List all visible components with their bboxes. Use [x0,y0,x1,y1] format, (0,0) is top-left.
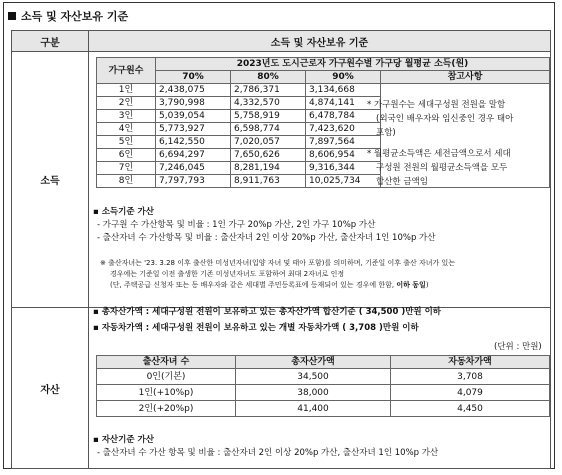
asset-row [97,369,550,385]
income-addition-line1: - 가구원 수 가산항목 및 비율 : 1인 가구 20%p 가산, 2인 가구 10%p 가산 [97,220,376,230]
income-70pct: 7,246,045 [156,162,231,175]
page-title-text: 소득 및 자산보유 기준 [21,10,129,23]
household-header: 가구원수 [97,58,156,84]
header-category: 구분 [12,31,89,52]
asset-addition-title: ▪ 자산기준 가산 [93,435,154,445]
car-asset-value: 4,079 [391,385,550,401]
ref2-line1: * 월평균소득액은 세전금액으로서 세대 [367,149,511,159]
page-title [8,8,128,24]
children-header: 출산자녀 수 [97,356,236,369]
household-count: 1인 [97,84,156,97]
children-count: 2인(+20%p) [97,401,236,417]
income-90pct: 10,025,734 [306,175,381,188]
income-90pct: 3,134,668 [306,84,381,97]
income-80pct: 7,650,626 [231,149,306,162]
ref1-line3: 포함) [376,128,396,138]
asset-table [96,355,550,417]
household-count: 5인 [97,136,156,149]
income-90pct: 9,316,344 [306,162,381,175]
income-90pct: 6,478,784 [306,110,381,123]
asset-addition-line1: - 출산자녀 수 가산 항목 및 비율 : 출산자녀 2인 이상 20%p 가산, 출산자녀 1인 10%p 가산 [97,448,439,458]
income-90pct: 8,606,954 [306,149,381,162]
ref-note-household [367,98,513,140]
total-asset-value: 41,400 [236,401,391,417]
income-80pct: 8,911,763 [231,175,306,188]
square-bullet-icon [8,12,16,20]
income-70pct: 5,039,054 [156,110,231,123]
asset-row [97,385,550,401]
household-count: 7인 [97,162,156,175]
asset-rows [97,369,550,417]
income-row [97,84,550,97]
footnote-line3 [100,280,455,291]
footnote-line3-bold: 이하 동일 [396,281,426,289]
income-70pct: 5,773,927 [156,123,231,136]
asset-total-label: ▪ 총자산가액 : [93,307,150,317]
income-70pct: 7,797,793 [156,175,231,188]
income-addition-line2: - 출산자녀 수 가산항목 및 비율 : 출산자녀 2인 이상 20%p 가산, 출산자녀 1인 10%p 가산 [97,233,436,243]
asset-total-text: 세대구성원 전원이 보유하고 있는 총자산가액 합산기준 ( 34,500 )만원 이하 [152,307,442,317]
asset-car-label: ▪ 자동차가액 : [93,323,150,333]
asset-label: 자산 [12,308,89,469]
ref-note-income [367,147,511,189]
asset-car-text: 세대구성원 전원이 보유하고 있는 개별 자동차가액 ( 3,708 )만원 이하 [152,323,419,333]
car-asset-header: 자동차가액 [391,356,550,369]
header-criteria: 소득 및 자산보유 기준 [89,31,551,52]
income-80pct: 7,020,057 [231,136,306,149]
ref2-line2: 구성원 전원의 월평균소득액을 모두 [376,163,508,173]
income-80pct: 8,281,194 [231,162,306,175]
ref1-line2: (외국인 배우자와 임신중인 경우 태아 [376,114,514,124]
car-asset-value: 3,708 [391,369,550,385]
household-count: 3인 [97,110,156,123]
income-addition [93,206,435,245]
children-count: 1인(+10%p) [97,385,236,401]
income-90pct: 7,897,564 [306,136,381,149]
income-70pct: 6,694,297 [156,149,231,162]
income-addition-title: ▪ 소득기준 가산 [93,207,154,217]
household-count: 2인 [97,97,156,110]
asset-criteria [93,304,441,336]
ref1-line1: * 가구원수는 세대구성원 전원을 말함 [367,100,506,110]
footnote-line3-end: ) [425,281,429,289]
household-count: 6인 [97,149,156,162]
income-caption: 2023년도 도시근로자 가구원수별 가구당 월평균 소득(원) [156,58,550,71]
income-70pct: 6,142,550 [156,136,231,149]
total-asset-value: 38,000 [236,385,391,401]
income-footnote [100,258,455,291]
income-70pct: 3,790,998 [156,97,231,110]
household-count: 4인 [97,123,156,136]
ref-header: 참고사항 [381,71,550,84]
income-90pct: 4,874,141 [306,97,381,110]
ref2-line3: 합산한 금액임 [376,177,428,187]
asset-total-row [93,304,441,320]
income-70pct: 2,438,075 [156,84,231,97]
total-asset-header: 총자산가액 [236,356,391,369]
footnote-line3-text: (단, 주택공급 신청자 또는 동 배우자와 같은 세대별 주민등록표에 등재되어 있는 경우에 한함, [110,281,397,289]
income-90pct: 7,423,620 [306,123,381,136]
income-80pct: 6,598,774 [231,123,306,136]
asset-unit: (단위 : 만원) [494,342,542,352]
footnote-line2: 경우에는 기준일 이전 출생한 기존 미성년자녀도 포함하여 최대 2자녀로 인정 [110,270,345,278]
total-asset-value: 34,500 [236,369,391,385]
footnote-line1: ※ 출산자녀는 '23. 3.28 이후 출산한 미성년자녀(입양 자녀 및 태아 포함)를 의미하며, 기준일 이후 출산 자녀가 있는 [100,259,456,267]
income-80pct: 4,332,570 [231,97,306,110]
pct70-header: 70% [156,71,231,84]
pct80-header: 80% [231,71,306,84]
household-count: 8인 [97,175,156,188]
income-80pct: 2,786,371 [231,84,306,97]
asset-row [97,401,550,417]
asset-addition [93,434,438,460]
income-80pct: 5,758,919 [231,110,306,123]
children-count: 0인(기본) [97,369,236,385]
car-asset-value: 4,450 [391,401,550,417]
asset-car-row [93,320,441,336]
pct90-header: 90% [306,71,381,84]
income-label: 소득 [12,52,89,308]
